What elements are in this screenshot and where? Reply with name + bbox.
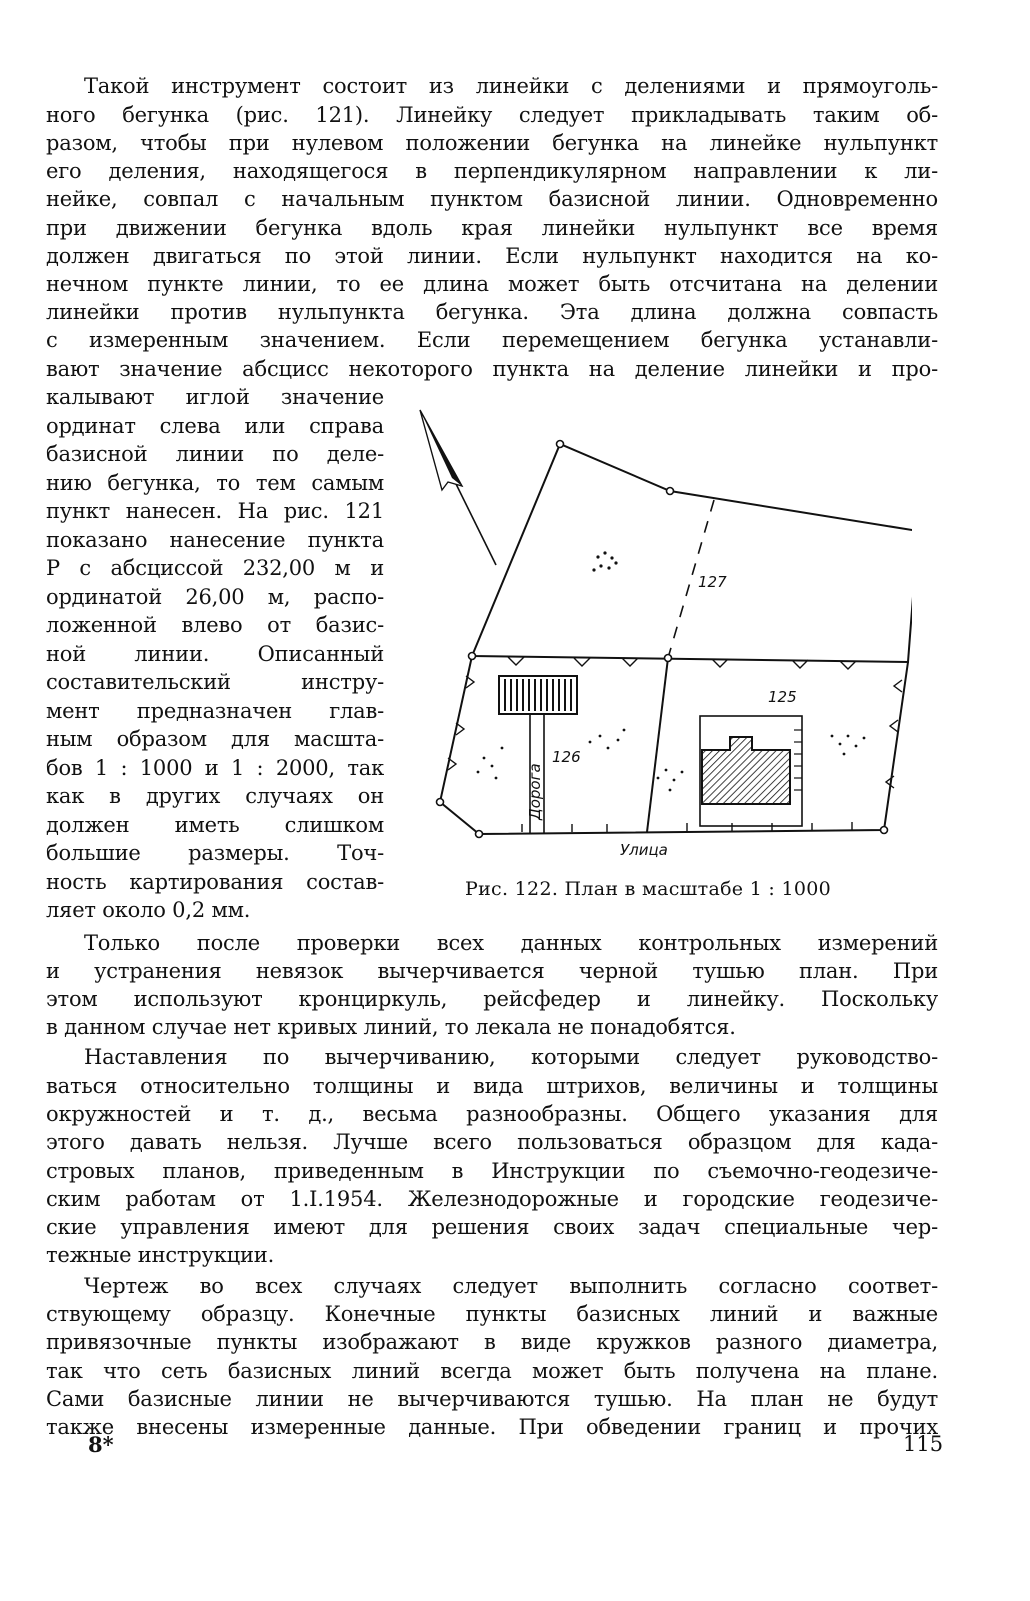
plan-figure xyxy=(412,400,912,875)
text-line: базисной линии по деле- xyxy=(46,442,384,466)
text-line: ного бегунка (рис. 121). Линейку следует прикладывать таким об- xyxy=(46,103,938,127)
signature-mark: 8* xyxy=(88,1432,114,1457)
text-line: разом, чтобы при нулевом положении бегунка на линейке нульпункт xyxy=(46,131,938,155)
text-line: должен иметь слишком xyxy=(46,813,384,837)
house xyxy=(700,716,802,826)
text-line: его деления, находящегося в перпендикулярном направлении к ли- xyxy=(46,159,938,183)
text-line: Такой инструмент состоит из линейки с делениями и прямоуголь- xyxy=(84,74,938,98)
lot-125-label: 125 xyxy=(768,688,797,706)
text-line: привязочные пункты изображают в виде кружков разного диаметра, xyxy=(46,1330,938,1354)
text-line: калывают иглой значение xyxy=(46,385,384,409)
text-line: ность картирования состав- xyxy=(46,870,384,894)
text-line: Сами базисные линии не вычерчиваются тушью. На план не будут xyxy=(46,1387,938,1411)
text-line: мент предназначен глав- xyxy=(46,699,384,723)
north-arrow-icon xyxy=(420,410,496,565)
text-line: ские управления имеют для решения своих задач специальные чер- xyxy=(46,1215,938,1239)
text-line: Наставления по вычерчиванию, которыми следует руководство- xyxy=(84,1045,938,1069)
sign-board xyxy=(499,676,577,714)
text-line: линейки против нульпункта бегунка. Эта длина должна совпасть xyxy=(46,300,938,324)
text-line: ным образом для масшта- xyxy=(46,727,384,751)
text-line: ляет около 0,2 мм. xyxy=(46,898,251,922)
text-line: нию бегунка, то тем самым xyxy=(46,471,384,495)
lot-126-label: 126 xyxy=(552,748,581,766)
text-line: ваться относительно толщины и вида штрихов, величины и толщины xyxy=(46,1074,938,1098)
text-line: ложенной влево от базис- xyxy=(46,613,384,637)
page-number: 115 xyxy=(903,1432,944,1456)
text-line: ствующему образцу. Конечные пункты базисных линий и важные xyxy=(46,1302,938,1326)
text-line: ским работам от 1.I.1954. Железнодорожные и городские геодезиче- xyxy=(46,1187,938,1211)
text-line: при движении бегунка вдоль края линейки нульпункт все время xyxy=(46,216,938,240)
text-line: пункт нанесен. На рис. 121 xyxy=(46,499,384,523)
text-line: должен двигаться по этой линии. Если нульпункт находится на ко- xyxy=(46,244,938,268)
text-line: в данном случае нет кривых линий, то лекала не понадобятся. xyxy=(46,1015,736,1039)
text-line: нечном пункте линии, то ее длина может быть отсчитана на делении xyxy=(46,272,938,296)
text-line: бов 1 : 1000 и 1 : 2000, так xyxy=(46,756,384,780)
text-line: нейке, совпал с начальным пунктом базисной линии. Одновременно xyxy=(46,187,938,211)
lot-127-label: 127 xyxy=(698,573,727,591)
street-label: Улица xyxy=(620,841,668,859)
text-line: так что сеть базисных линий всегда может быть получена на плане. xyxy=(46,1359,938,1383)
road-label: Дорога xyxy=(526,763,544,820)
text-line: Только после проверки всех данных контрольных измерений xyxy=(84,931,938,955)
text-line: ной линии. Описанный xyxy=(46,642,384,666)
text-line: как в других случаях он xyxy=(46,784,384,808)
text-line: и устранения невязок вычерчивается черной тушью план. При xyxy=(46,959,938,983)
text-line: большие размеры. Точ- xyxy=(46,841,384,865)
text-line: показано нанесение пункта xyxy=(46,528,384,552)
boundary-points xyxy=(437,441,913,838)
text-line: P с абсциссой 232,00 м и xyxy=(46,556,384,580)
text-line: ординат слева или справа xyxy=(46,414,384,438)
text-line: также внесены измеренные данные. При обведении границ и прочих xyxy=(46,1415,938,1439)
text-line: тежные инструкции. xyxy=(46,1243,275,1267)
text-line: ординатой 26,00 м, распо- xyxy=(46,585,384,609)
text-line: с измеренным значением. Если перемещением бегунка устанавли- xyxy=(46,328,938,352)
figure-caption: Рис. 122. План в масштабе 1 : 1000 xyxy=(465,878,832,900)
text-line: стровых планов, приведенным в Инструкции по съемочно-геодезиче- xyxy=(46,1159,938,1183)
text-line: Чертеж во всех случаях следует выполнить согласно соответ- xyxy=(84,1274,938,1298)
lot-127 xyxy=(472,444,912,662)
vegetation-marks xyxy=(477,551,866,791)
text-line: этом используют кронциркуль, рейсфедер и линейку. Поскольку xyxy=(46,987,938,1011)
text-line: вают значение абсцисс некоторого пункта на деление линейки и про- xyxy=(46,357,938,381)
text-line: этого давать нельзя. Лучше всего пользоваться образцом для када- xyxy=(46,1130,938,1154)
text-line: окружностей и т. д., весьма разнообразны. Общего указания для xyxy=(46,1102,938,1126)
text-line: составительский инстру- xyxy=(46,670,384,694)
